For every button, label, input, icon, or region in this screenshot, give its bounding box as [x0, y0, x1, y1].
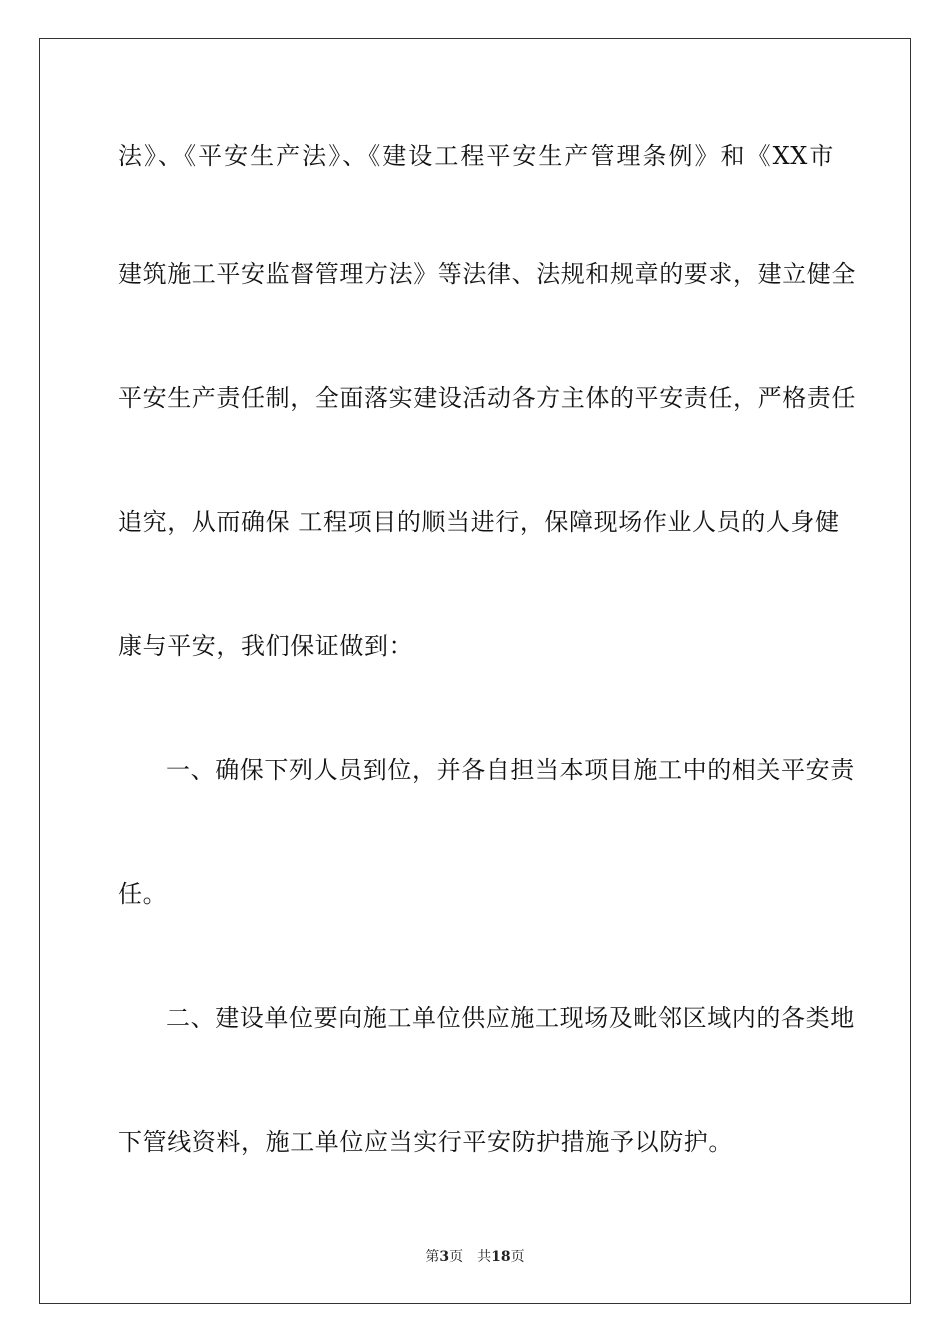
paragraph-line: 康与平安，我们保证做到： [118, 632, 414, 660]
page-number: 3 [439, 1249, 450, 1265]
page-prefix: 第 [425, 1249, 440, 1265]
paragraph-line: 任。 [118, 880, 168, 908]
paragraph-line: 平安生产责任制，全面落实建设活动各方主体的平安责任，严格责任 [118, 384, 856, 412]
paragraph-line: 一、确保下列人员到位，并各自担当本项目施工中的相关平安责 [166, 756, 855, 784]
total-suffix: 页 [510, 1249, 525, 1265]
page-suffix: 页 [449, 1249, 464, 1265]
paragraph-line: 二、建设单位要向施工单位供应施工现场及毗邻区域内的各类地 [166, 1004, 855, 1032]
paragraph-line: 追究，从而确保 工程项目的顺当进行，保障现场作业人员的人身健 [118, 508, 840, 536]
total-prefix: 共 [477, 1249, 492, 1265]
page-footer [0, 1247, 950, 1267]
page-border [39, 38, 911, 1304]
paragraph-line: 下管线资料，施工单位应当实行平安防护措施予以防护。 [118, 1128, 733, 1156]
total-pages: 18 [491, 1249, 511, 1265]
paragraph-line: 建筑施工平安监督管理方法》等法律、法规和规章的要求，建立健全 [118, 260, 856, 288]
paragraph-line: 法》、《平安生产法》、《建设工程平安生产管理条例》和《XX市 [118, 142, 834, 170]
